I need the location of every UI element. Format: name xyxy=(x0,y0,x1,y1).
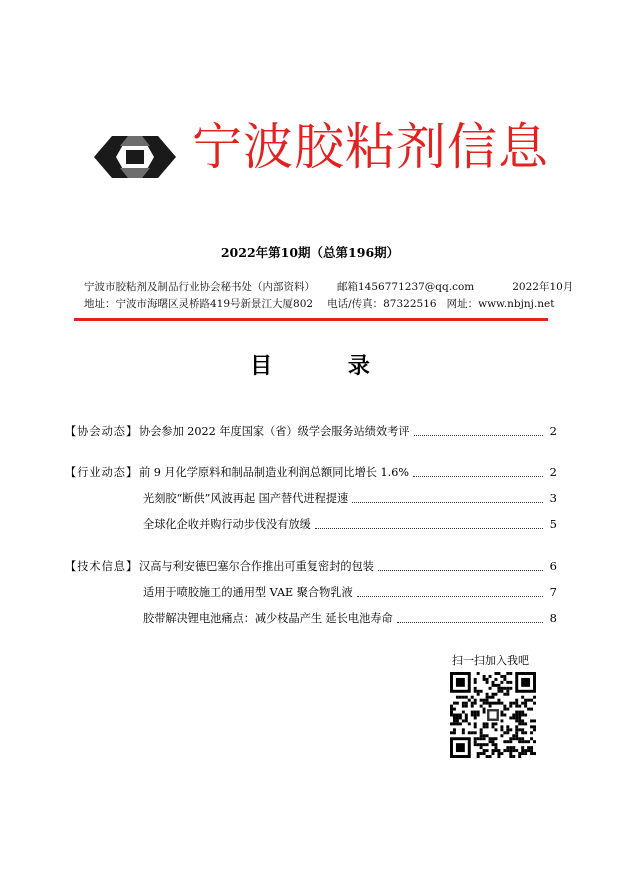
email: 邮箱1456771237@qq.com xyxy=(337,281,475,293)
toc-entry[interactable] xyxy=(65,461,557,483)
toc-entry-title: 汉高与利安德巴塞尔合作推出可重复密封的包装 xyxy=(139,560,374,573)
toc-category: 【技术信息】 xyxy=(65,560,139,573)
toc-entry-title: 协会参加 2022 年度国家（省）级学会服务站绩效考评 xyxy=(139,425,410,438)
toc-page-number: 3 xyxy=(549,491,557,505)
leader-dots xyxy=(413,476,543,477)
leader-dots xyxy=(315,528,543,529)
toc-entry-title: 胶带解决锂电池痛点：减少枝晶产生 延长电池寿命 xyxy=(143,612,393,625)
address: 地址：宁波市海曙区灵桥路419号新景江大厦802 xyxy=(84,298,314,310)
toc-category: 【行业动态】 xyxy=(65,466,139,479)
leader-dots xyxy=(378,570,543,571)
toc-page-number: 7 xyxy=(549,585,557,599)
toc-category: 【协会动态】 xyxy=(65,425,139,438)
toc-entry[interactable] xyxy=(65,555,557,577)
toc-entry[interactable] xyxy=(65,420,557,442)
issue-date: 2022年10月 xyxy=(512,281,574,293)
toc-page-number: 6 xyxy=(549,559,557,573)
toc-entry-title: 前 9 月化学原料和制品制造业利润总额同比增长 1.6% xyxy=(139,466,409,479)
publisher: 宁波市胶粘剂及制品行业协会秘书处（内部资料） xyxy=(84,281,315,293)
stylized-ja-logo-icon xyxy=(92,128,178,186)
toc-heading: 目 录 xyxy=(250,353,404,379)
toc-entry[interactable] xyxy=(65,487,557,509)
issue-number: 2022年第10期（总第196期） xyxy=(220,245,400,260)
header-divider xyxy=(74,318,548,321)
leader-dots xyxy=(397,622,543,623)
leader-dots xyxy=(357,596,543,597)
toc-entry-title: 光刻胶“断供”风波再起 国产替代进程提速 xyxy=(143,492,349,505)
leader-dots xyxy=(414,435,543,436)
masthead xyxy=(92,112,549,188)
toc-page-number: 8 xyxy=(549,611,557,625)
toc-entry-title: 全球化企收并购行动步伐没有放缓 xyxy=(143,518,311,531)
toc-page-number: 2 xyxy=(549,465,557,479)
toc-entry[interactable] xyxy=(65,513,557,535)
toc-entry-title: 适用于喷胶施工的通用型 VAE 聚合物乳液 xyxy=(143,586,353,599)
contact-line xyxy=(84,297,555,311)
leader-dots xyxy=(352,502,543,503)
publication-title: 宁波胶粘剂信息 xyxy=(192,118,549,176)
toc-entry[interactable] xyxy=(65,581,557,603)
toc-page-number: 2 xyxy=(549,424,557,438)
qr-caption: 扫一扫加入我吧 xyxy=(452,654,529,667)
toc-page-number: 5 xyxy=(549,517,557,531)
publisher-line xyxy=(84,280,574,294)
toc-entry[interactable] xyxy=(65,607,557,629)
website: 网址：www.nbjnj.net xyxy=(446,298,555,310)
phone: 电话/传真：87322516 xyxy=(327,298,437,310)
qr-code-icon[interactable] xyxy=(450,672,536,758)
